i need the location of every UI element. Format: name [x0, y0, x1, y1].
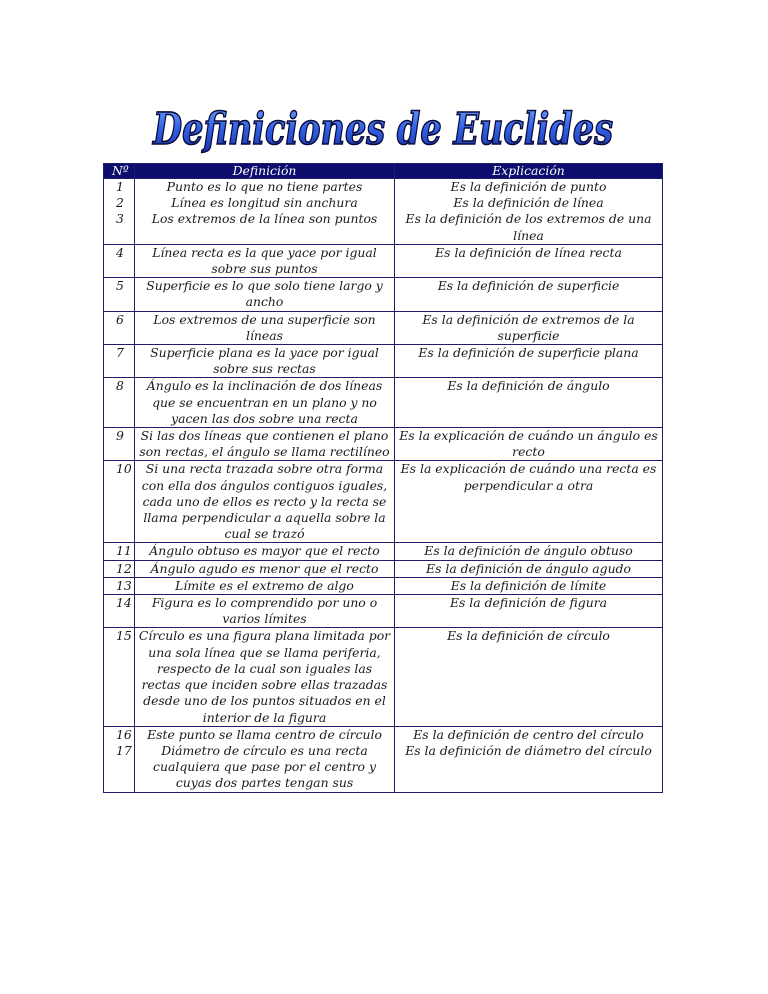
table-row [104, 560, 663, 577]
table-row [104, 179, 663, 196]
row-explanation: Es la definición de superficie plana [395, 345, 663, 378]
row-explanation: Es la definición de ángulo [395, 378, 663, 428]
row-definition: Superficie plana es la yace por igual sobre sus rectas [135, 345, 395, 378]
row-number: 17 [104, 743, 135, 792]
row-number: 12 [104, 560, 135, 577]
row-definition: Ángulo obtuso es mayor que el recto [135, 543, 395, 560]
table-row [104, 577, 663, 594]
table-row [104, 378, 663, 428]
row-number: 9 [104, 428, 135, 461]
row-number: 2 [104, 195, 135, 211]
row-number: 8 [104, 378, 135, 428]
table-row [104, 311, 663, 344]
row-number: 13 [104, 577, 135, 594]
header-num: Nº [104, 164, 135, 179]
row-number: 15 [104, 628, 135, 726]
table-row [104, 211, 663, 244]
table-row [104, 743, 663, 792]
table-row [104, 345, 663, 378]
row-definition: Superficie es lo que solo tiene largo y ancho [135, 278, 395, 311]
row-explanation: Es la definición de límite [395, 577, 663, 594]
row-definition: Punto es lo que no tiene partes [135, 179, 395, 196]
table-row [104, 543, 663, 560]
row-definition: Los extremos de la línea son puntos [135, 211, 395, 244]
row-definition: Si las dos líneas que contienen el plano son rectas, el ángulo se llama rectilíneo [135, 428, 395, 461]
row-number: 7 [104, 345, 135, 378]
table-row [104, 195, 663, 211]
row-explanation: Es la definición de punto [395, 179, 663, 196]
row-explanation: Es la definición de círculo [395, 628, 663, 726]
row-explanation: Es la definición de extremos de la superficie [395, 311, 663, 344]
table-row [104, 278, 663, 311]
row-explanation: Es la definición de línea recta [395, 244, 663, 277]
row-explanation: Es la definición de ángulo obtuso [395, 543, 663, 560]
row-explanation: Es la definición de centro del círculo [395, 726, 663, 743]
row-number: 5 [104, 278, 135, 311]
row-explanation: Es la explicación de cuándo un ángulo es recto [395, 428, 663, 461]
row-number: 1 [104, 179, 135, 196]
row-number: 3 [104, 211, 135, 244]
table-row [104, 461, 663, 543]
row-definition: Línea recta es la que yace por igual sobre sus puntos [135, 244, 395, 277]
row-definition: Línea es longitud sin anchura [135, 195, 395, 211]
row-definition: Los extremos de una superficie son líneas [135, 311, 395, 344]
row-definition: Figura es lo comprendido por uno o varios límites [135, 595, 395, 628]
row-explanation: Es la definición de ángulo agudo [395, 560, 663, 577]
definitions-table [103, 163, 663, 793]
row-explanation: Es la definición de línea [395, 195, 663, 211]
row-definition: Si una recta trazada sobre otra forma con ella dos ángulos contiguos iguales, cada uno de ellos es recto y la recta se llama perpendicular a aquella sobre la cual se trazó [135, 461, 395, 543]
row-explanation: Es la definición de figura [395, 595, 663, 628]
table-row [104, 628, 663, 726]
row-definition: Círculo es una figura plana limitada por una sola línea que se llama periferia, respecto de la cual son iguales las rectas que inciden sobre ellas trazadas desde uno de los puntos situados en el interior de la figura [135, 628, 395, 726]
table-header-row [104, 164, 663, 179]
row-number: 11 [104, 543, 135, 560]
row-number: 6 [104, 311, 135, 344]
row-definition: Este punto se llama centro de círculo [135, 726, 395, 743]
row-explanation: Es la definición de diámetro del círculo [395, 743, 663, 792]
page-title [148, 84, 618, 162]
row-explanation: Es la explicación de cuándo una recta es perpendicular a otra [395, 461, 663, 543]
row-definition: Diámetro de círculo es una recta cualquiera que pase por el centro y cuyas dos partes tengan sus [135, 743, 395, 792]
table-row [104, 428, 663, 461]
title-wordart [148, 84, 618, 162]
row-number: 16 [104, 726, 135, 743]
row-number: 10 [104, 461, 135, 543]
row-number: 4 [104, 244, 135, 277]
table-row [104, 595, 663, 628]
row-number: 14 [104, 595, 135, 628]
row-definition: Ángulo es la inclinación de dos líneas que se encuentran en un plano y no yacen las dos sobre una recta [135, 378, 395, 428]
row-explanation: Es la definición de superficie [395, 278, 663, 311]
row-definition: Límite es el extremo de algo [135, 577, 395, 594]
table-row [104, 726, 663, 743]
row-definition: Ángulo agudo es menor que el recto [135, 560, 395, 577]
row-explanation: Es la definición de los extremos de una línea [395, 211, 663, 244]
title-text: Definiciones de Euclides [151, 104, 613, 155]
header-explanation: Explicación [395, 164, 663, 179]
header-definition: Definición [135, 164, 395, 179]
table-row [104, 244, 663, 277]
